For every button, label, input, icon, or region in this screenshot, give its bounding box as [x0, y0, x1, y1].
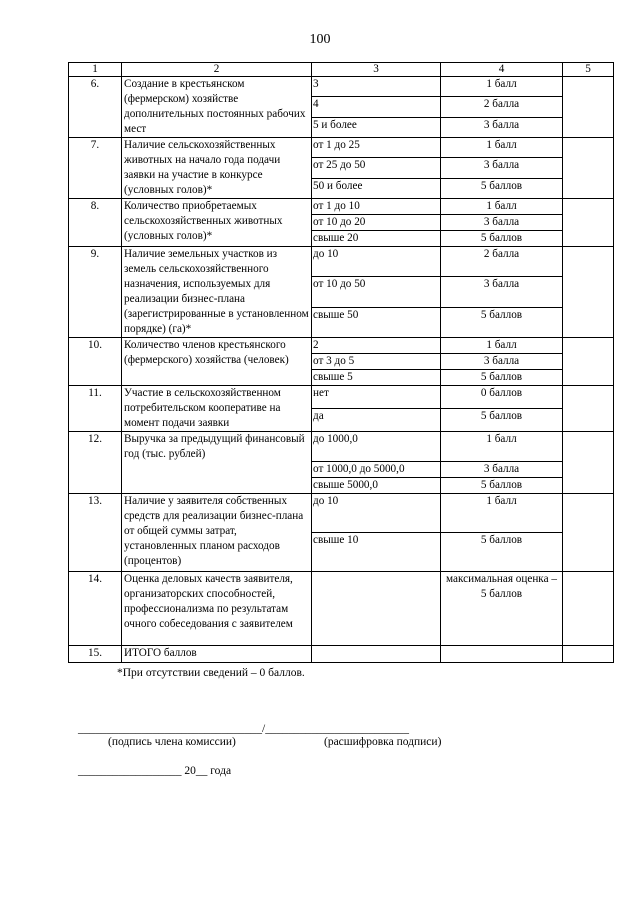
table-row [69, 646, 614, 663]
scoring-table [68, 62, 614, 663]
condition-cell: да [312, 409, 441, 432]
condition-cell: 4 [312, 97, 441, 117]
points-cell: 2 балла [441, 97, 563, 117]
row-number: 9. [69, 247, 122, 338]
points-cell: 1 балл [441, 494, 563, 533]
table-row [69, 138, 614, 158]
points-cell: 1 балл [441, 338, 563, 354]
condition-cell: 2 [312, 338, 441, 354]
condition-cell: до 10 [312, 247, 441, 277]
points-cell: 5 баллов [441, 178, 563, 198]
table-row [69, 77, 614, 97]
points-cell: 5 баллов [441, 231, 563, 247]
points-cell: 1 балл [441, 77, 563, 97]
condition-cell: свыше 50 [312, 307, 441, 337]
points-cell: 3 балла [441, 462, 563, 478]
row-number: 15. [69, 646, 122, 663]
condition-cell: до 10 [312, 494, 441, 533]
criterion-name: Наличие земельных участков из земель сельскохозяйственного назначения, используемых для реализации бизнес-плана (зарегистрированные в установленном порядке) (га)* [122, 247, 312, 338]
criterion-name: Участие в сельскохозяйственном потребительском кооперативе на момент подачи заявки [122, 386, 312, 432]
header-cell: 4 [441, 63, 563, 77]
condition-cell: 5 и более [312, 117, 441, 137]
row-number: 10. [69, 338, 122, 386]
points-cell: 1 балл [441, 432, 563, 462]
row-number: 12. [69, 432, 122, 494]
condition-cell: 3 [312, 77, 441, 97]
points-cell: 5 баллов [441, 370, 563, 386]
score-cell [563, 646, 614, 663]
row-number: 11. [69, 386, 122, 432]
condition-cell: свыше 10 [312, 533, 441, 572]
condition-cell: от 1 до 10 [312, 199, 441, 215]
criterion-name: Оценка деловых качеств заявителя, организаторских способностей, профессионализма по результатам очного собеседования с заявителем [122, 572, 312, 646]
condition-cell: до 1000,0 [312, 432, 441, 462]
condition-cell [312, 572, 441, 646]
table-row [69, 572, 614, 646]
header-cell: 3 [312, 63, 441, 77]
date-line: __________________ 20__ года [78, 765, 232, 777]
condition-cell: от 3 до 5 [312, 354, 441, 370]
points-cell: 5 баллов [441, 533, 563, 572]
table-row [69, 247, 614, 277]
points-cell: 3 балла [441, 215, 563, 231]
row-number: 14. [69, 572, 122, 646]
score-cell [563, 386, 614, 432]
signature-line: ________________________________/_________________________ [78, 723, 409, 735]
condition-cell: свыше 5 [312, 370, 441, 386]
condition-cell: от 1000,0 до 5000,0 [312, 462, 441, 478]
points-cell: 1 балл [441, 199, 563, 215]
score-cell [563, 199, 614, 247]
criterion-name: Выручка за предыдущий финансовый год (тыс. рублей) [122, 432, 312, 494]
condition-cell: свыше 20 [312, 231, 441, 247]
header-cell: 5 [563, 63, 614, 77]
points-cell: 5 баллов [441, 307, 563, 337]
condition-cell: от 10 до 20 [312, 215, 441, 231]
header-cell: 1 [69, 63, 122, 77]
table-row [69, 338, 614, 354]
criterion-name: Создание в крестьянском (фермерском) хозяйстве дополнительных постоянных рабочих мест [122, 77, 312, 138]
table-header-row [69, 63, 614, 77]
signature-decoding-caption: (расшифровка подписи) [324, 736, 442, 748]
table-row [69, 386, 614, 409]
condition-cell: 50 и более [312, 178, 441, 198]
criterion-name: Количество членов крестьянского (фермерского) хозяйства (человек) [122, 338, 312, 386]
score-cell [563, 494, 614, 572]
table-row [69, 199, 614, 215]
criterion-name: Наличие у заявителя собственных средств для реализации бизнес-плана от общей суммы затрат, установленных планом расходов (процентов) [122, 494, 312, 572]
points-cell: 1 балл [441, 138, 563, 158]
criterion-name: Наличие сельскохозяйственных животных на начало года подачи заявки на участие в конкурсе (условных голов)* [122, 138, 312, 199]
points-cell: 3 балла [441, 117, 563, 137]
score-cell [563, 77, 614, 138]
points-cell: 5 баллов [441, 409, 563, 432]
criterion-name: Количество приобретаемых сельскохозяйственных животных (условных голов)* [122, 199, 312, 247]
points-cell [441, 646, 563, 663]
criterion-name: ИТОГО баллов [122, 646, 312, 663]
row-number: 8. [69, 199, 122, 247]
row-number: 7. [69, 138, 122, 199]
points-cell: 3 балла [441, 354, 563, 370]
row-number: 6. [69, 77, 122, 138]
points-cell: 2 балла [441, 247, 563, 277]
points-cell: максимальная оценка – 5 баллов [441, 572, 563, 646]
signature-caption: (подпись члена комиссии) [108, 736, 236, 748]
points-cell: 0 баллов [441, 386, 563, 409]
condition-cell [312, 646, 441, 663]
condition-cell: нет [312, 386, 441, 409]
score-cell [563, 247, 614, 338]
table-row [69, 494, 614, 533]
header-cell: 2 [122, 63, 312, 77]
score-cell [563, 572, 614, 646]
score-cell [563, 338, 614, 386]
score-cell [563, 138, 614, 199]
points-cell: 3 балла [441, 158, 563, 178]
points-cell: 3 балла [441, 277, 563, 307]
condition-cell: от 1 до 25 [312, 138, 441, 158]
condition-cell: от 25 до 50 [312, 158, 441, 178]
condition-cell: от 10 до 50 [312, 277, 441, 307]
condition-cell: свыше 5000,0 [312, 478, 441, 494]
row-number: 13. [69, 494, 122, 572]
points-cell: 5 баллов [441, 478, 563, 494]
footnote: *При отсутствии сведений – 0 баллов. [117, 667, 305, 679]
table-row [69, 432, 614, 462]
page-number: 100 [309, 32, 331, 47]
score-cell [563, 432, 614, 494]
